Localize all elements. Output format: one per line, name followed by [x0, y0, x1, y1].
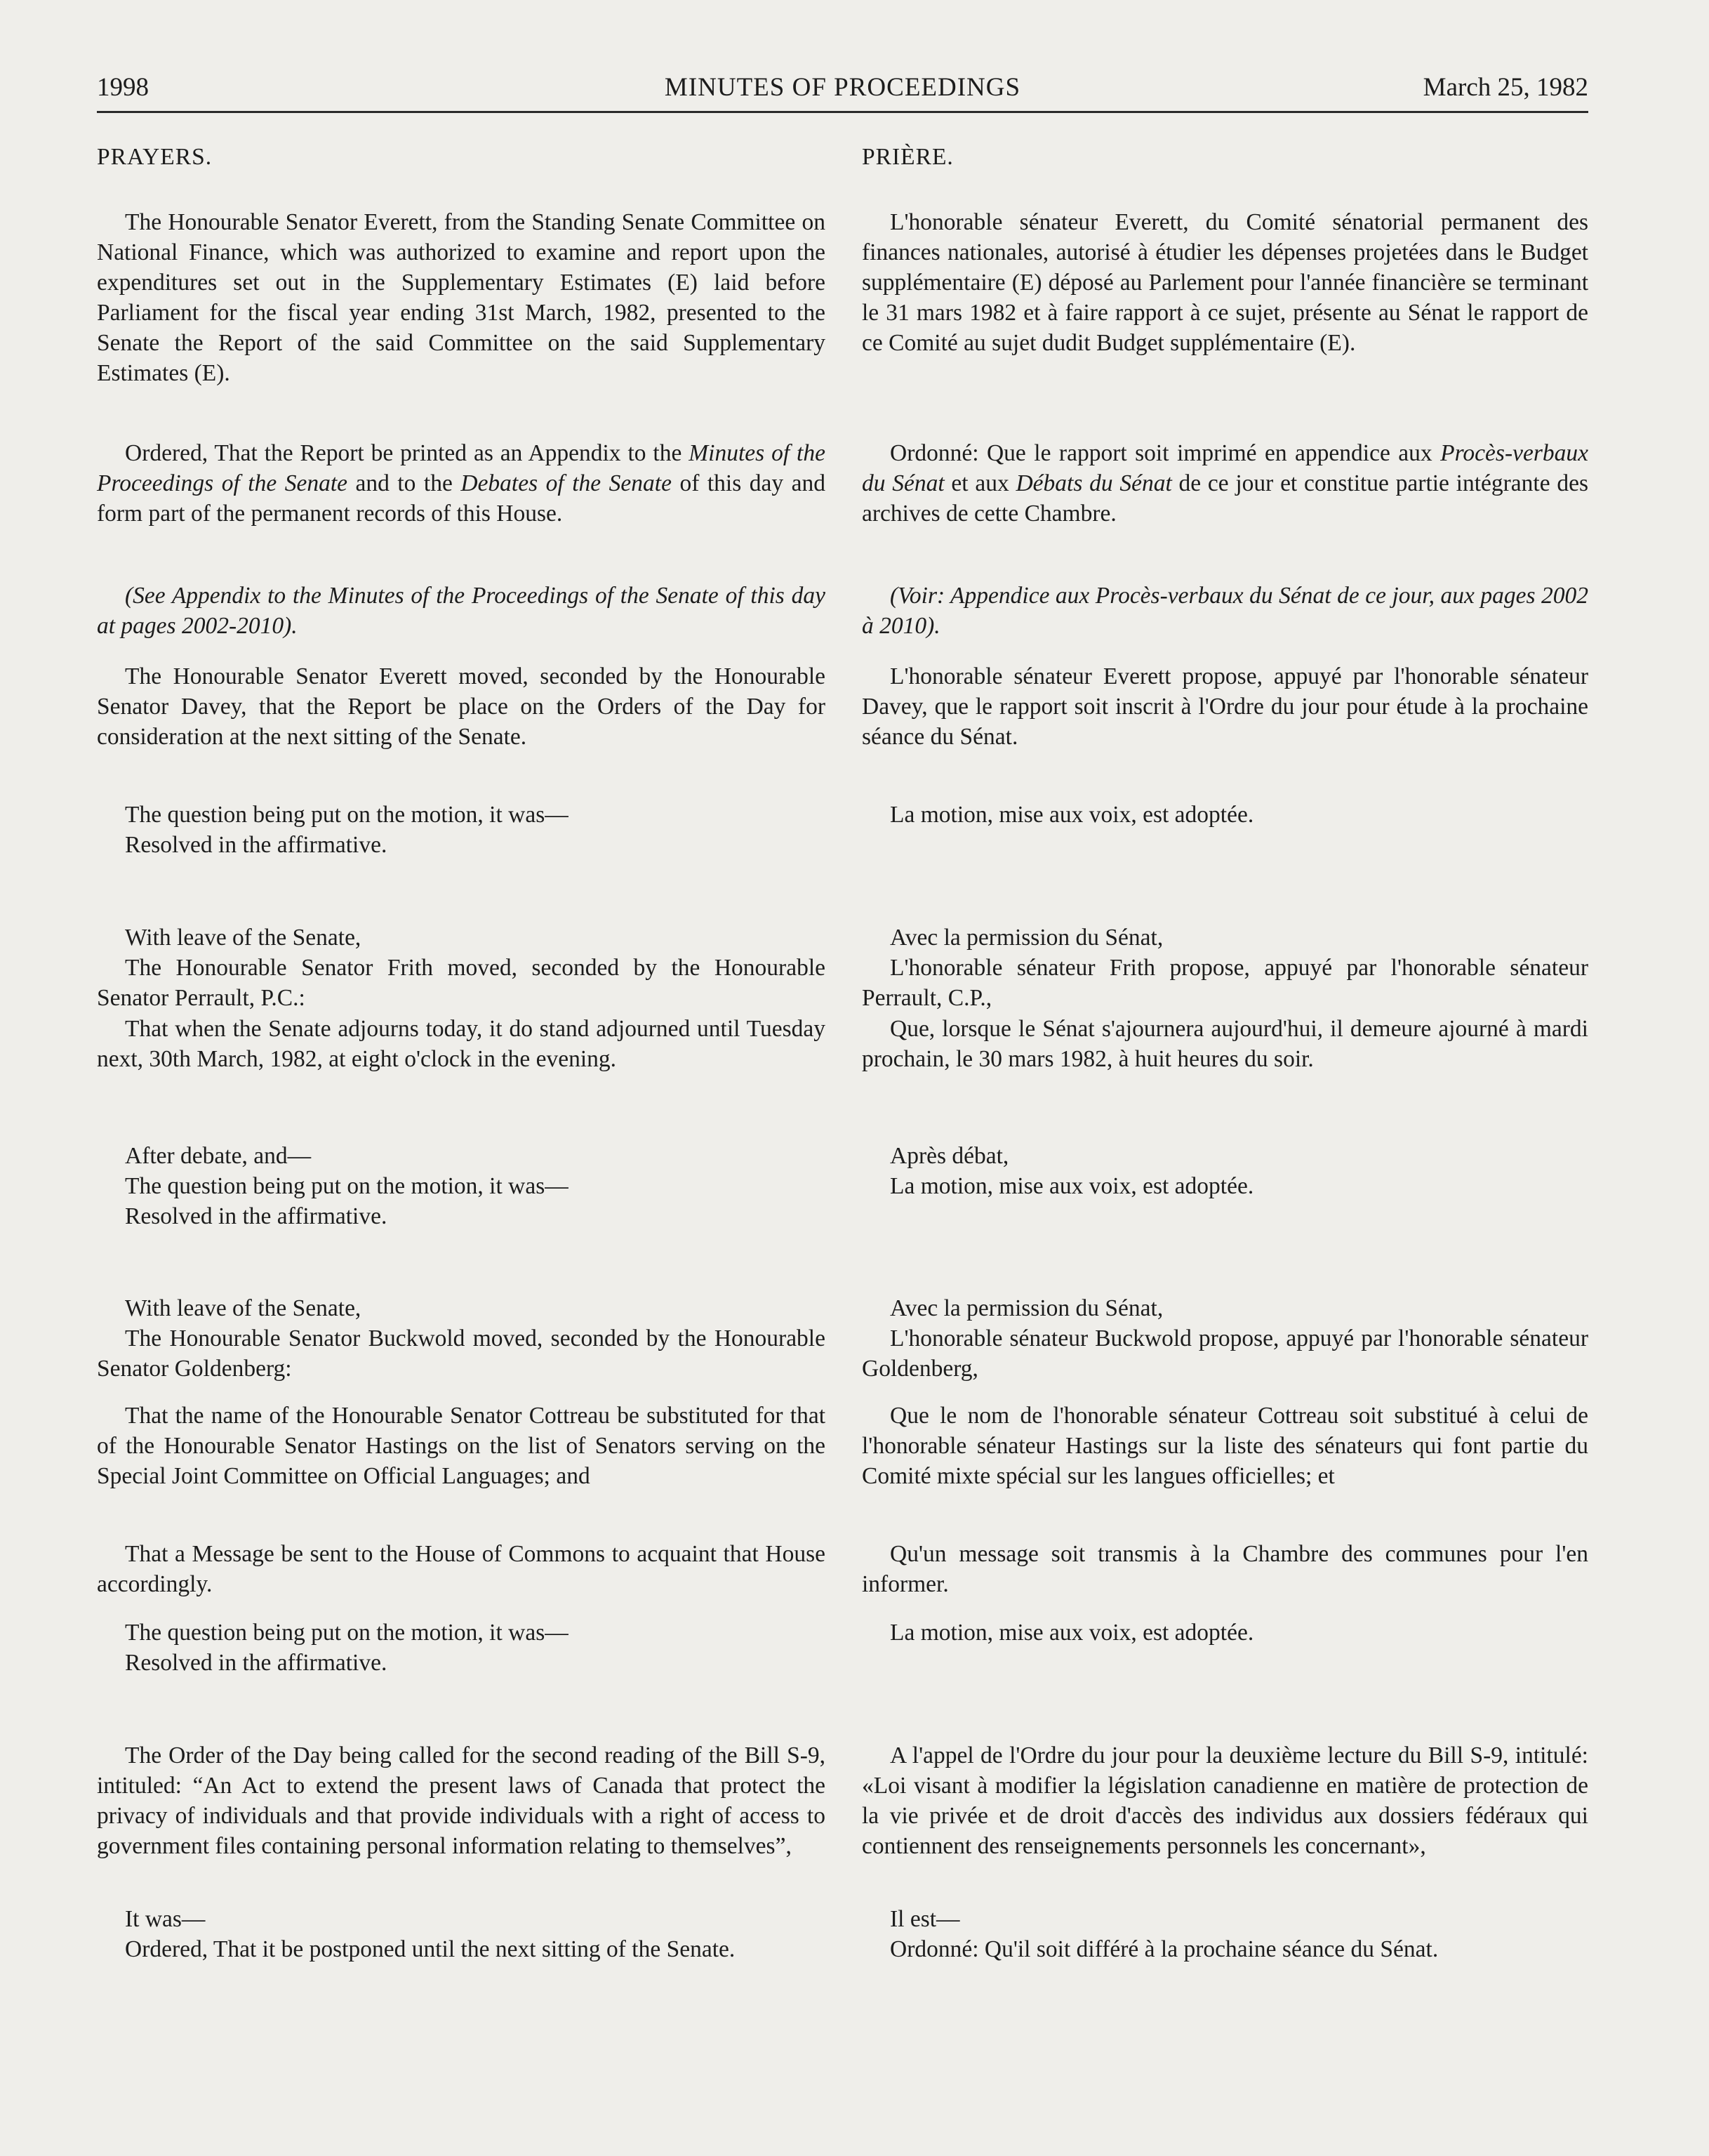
paragraph-after-debate: After debate, and— The question being put on the motion, it was— Resolved in the affirmative. [125, 1143, 568, 1229]
header-date: March 25, 1982 [1423, 73, 1588, 102]
section-heading: PRAYERS. [97, 144, 213, 170]
paragraph-ordered-print: Ordered, That the Report be printed as an Appendix to the Minutes of the Proceedings of the Senate and to the Debates of the Senate of this day and form part of the permanent records of this House. [97, 440, 825, 527]
paragraph-report: The Honourable Senator Everett, from the Standing Senate Committee on National Finance, which was authorized to examine and report upon the expenditures set out in the Supplementary Estimates (E) laid before Parliament for the fiscal year ending 31st March, 1982, presented to the Senate the Report of the said Committee on the said Supplementary Estimates (E). [97, 209, 825, 386]
running-title: MINUTES OF PROCEEDINGS [664, 73, 1021, 102]
paragraph-substitution: Que le nom de l'honorable sénateur Cottreau soit substitué à celui de l'honorable sénateur Hastings sur la liste des sénateurs qui font partie du Comité mixte spécial sur les langues officielles; et [862, 1403, 1588, 1489]
paragraph-after-debate: Après débat, La motion, mise aux voix, est adoptée. [890, 1143, 1254, 1199]
paragraph-motion-adopted-2: La motion, mise aux voix, est adoptée. [890, 1620, 1254, 1646]
paragraph-substitution: That the name of the Honourable Senator Cottreau be substituted for that of the Honourable Senator Hastings on the list of Senators serving on the Special Joint Committee on Official Languages; and [97, 1403, 825, 1489]
paragraph-leave-buckwold: Avec la permission du Sénat, L'honorable sénateur Buckwold propose, appuyé par l'honorable sénateur Goldenberg, [862, 1295, 1588, 1382]
paragraph-question-put: The question being put on the motion, it was— Resolved in the affirmative. [125, 802, 568, 858]
paragraph-message: Qu'un message soit transmis à la Chambre des communes pour l'en informer. [862, 1541, 1588, 1597]
paragraph-message: That a Message be sent to the House of Commons to acquaint that House accordingly. [97, 1541, 825, 1597]
paragraph-see-appendix: (Voir: Appendice aux Procès-verbaux du Sénat de ce jour, aux pages 2002 à 2010). [862, 583, 1588, 639]
section-heading: PRIÈRE. [862, 144, 954, 170]
paragraph-report: L'honorable sénateur Everett, du Comité sénatorial permanent des finances nationales, autorisé à étudier les dépenses projetées dans le Budget supplémentaire (E) déposé au Parlement pour l'année financière se terminant le 31 mars 1982 et à faire rapport à ce sujet, présente au Sénat le rapport de ce Comité au sujet dudit Budget supplémentaire (E). [862, 209, 1588, 356]
paragraph-leave-frith: With leave of the Senate, The Honourable Senator Frith moved, seconded by the Honourable Senator Perrault, P.C.: [97, 925, 825, 1011]
paragraph-bill-s9: A l'appel de l'Ordre du jour pour la deuxième lecture du Bill S-9, intitulé: «Loi visant à modifier la législation canadienne en matière de protection de la vie privée et de droit d'accès des individus aux dossiers fédéraux qui contiennent des renseignements personnels les concernant», [862, 1742, 1588, 1859]
paragraph-adjourn: That when the Senate adjourns today, it do stand adjourned until Tuesday next, 30th March, 1982, at eight o'clock in the evening. [97, 1016, 825, 1072]
paragraph-leave-buckwold: With leave of the Senate, The Honourable Senator Buckwold moved, seconded by the Honourable Senator Goldenberg: [97, 1295, 825, 1382]
paragraph-motion-adopted: La motion, mise aux voix, est adoptée. [890, 802, 1254, 828]
paragraph-see-appendix: (See Appendix to the Minutes of the Proceedings of the Senate of this day at pages 2002-2010). [97, 583, 825, 639]
paragraph-postponed: It was— Ordered, That it be postponed until the next sitting of the Senate. [125, 1906, 736, 1962]
paragraph-ordered-print: Ordonné: Que le rapport soit imprimé en appendice aux Procès-verbaux du Sénat et aux Débats du Sénat de ce jour et constitue partie intégrante des archives de cette Chambre. [862, 440, 1589, 527]
paragraph-leave-frith: Avec la permission du Sénat, L'honorable sénateur Frith propose, appuyé par l'honorable sénateur Perrault, C.P., [862, 925, 1588, 1011]
paragraph-motion-everett: L'honorable sénateur Everett propose, appuyé par l'honorable sénateur Davey, que le rapport soit inscrit à l'Ordre du jour pour étude à la prochaine séance du Sénat. [862, 663, 1588, 750]
paragraph-question-put-2: The question being put on the motion, it was— Resolved in the affirmative. [125, 1620, 568, 1676]
paragraph-postponed: Il est— Ordonné: Qu'il soit différé à la prochaine séance du Sénat. [890, 1906, 1439, 1962]
paragraph-adjourn: Que, lorsque le Sénat s'ajournera aujourd'hui, il demeure ajourné à mardi prochain, le 30 mars 1982, à huit heures du soir. [862, 1016, 1588, 1072]
page-number: 1998 [97, 73, 149, 102]
running-header [97, 70, 1588, 113]
paragraph-motion-everett: The Honourable Senator Everett moved, seconded by the Honourable Senator Davey, that the Report be place on the Orders of the Day for consideration at the next sitting of the Senate. [97, 663, 825, 750]
paragraph-bill-s9: The Order of the Day being called for the second reading of the Bill S-9, intituled: “An Act to extend the present laws of Canada that protect the privacy of individuals and that provide individuals with a right of access to government files containing personal information relating to themselves”, [97, 1742, 825, 1859]
